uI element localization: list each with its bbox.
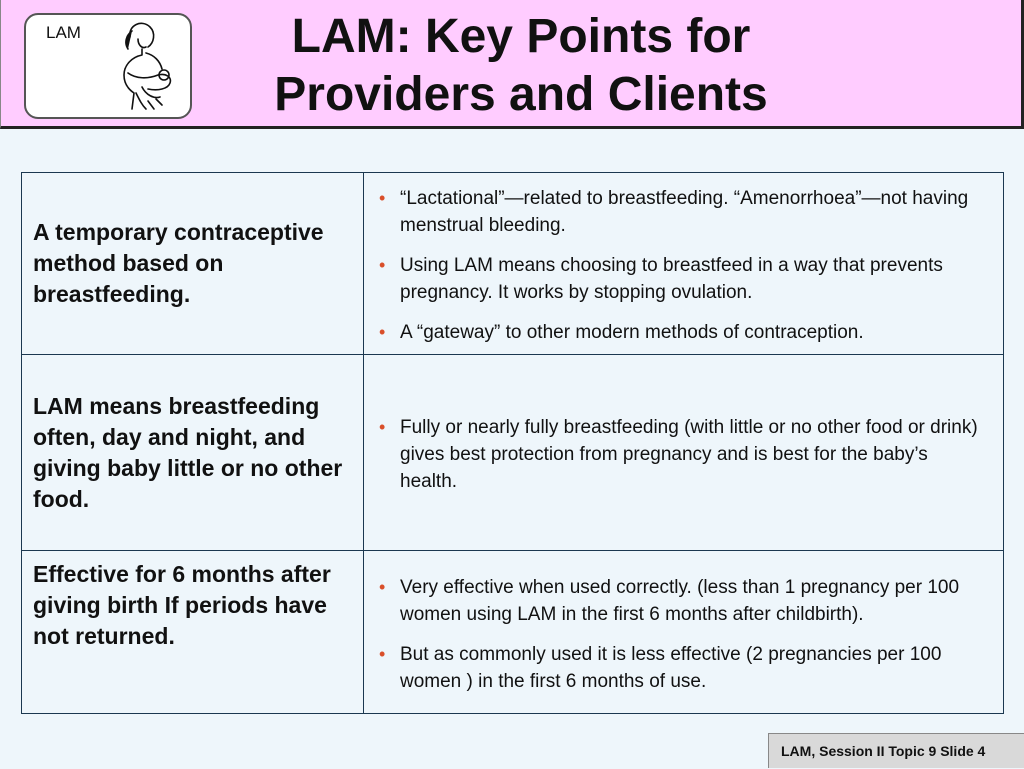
bullet-item: • Very effective when used correctly. (less than 1 pregnancy per 100 women using LAM in the first 6 months after childbirth).	[372, 574, 989, 628]
table-row	[22, 173, 1004, 355]
breastfeeding-mother-icon	[102, 17, 188, 113]
bullet-item: • A “gateway” to other modern methods of contraception.	[372, 319, 989, 346]
slide-header	[0, 0, 1024, 129]
row-details	[364, 173, 1004, 355]
table-row	[22, 551, 1004, 714]
bullet-item: • Fully or nearly fully breastfeeding (with little or no other food or drink) gives best protection from pregnancy and is best for the baby’s health.	[372, 414, 989, 495]
page-title	[191, 8, 851, 124]
logo-label: LAM	[46, 23, 81, 42]
row-heading: LAM means breastfeeding often, day and night, and giving baby little or no other food.	[22, 355, 364, 551]
bullet-item: • But as commonly used it is less effective (2 pregnancies per 100 women ) in the first 6 months of use.	[372, 641, 989, 695]
row-heading: A temporary contraceptive method based on breastfeeding.	[22, 173, 364, 355]
slide-footer: LAM, Session II Topic 9 Slide 4	[768, 733, 1024, 768]
row-details	[364, 551, 1004, 714]
title-line-2: Providers and Clients	[274, 68, 768, 121]
bullet-item: • “Lactational”—related to breastfeeding. “Amenorrhoea”—not having menstrual bleeding.	[372, 185, 989, 239]
bullet-item: • Using LAM means choosing to breastfeed in a way that prevents pregnancy. It works by stopping ovulation.	[372, 252, 989, 306]
table-row	[22, 355, 1004, 551]
title-line-1: LAM: Key Points for	[291, 10, 751, 63]
row-heading: Effective for 6 months after giving birth If periods have not returned.	[22, 551, 364, 714]
lam-logo	[24, 13, 192, 119]
row-details	[364, 355, 1004, 551]
key-points-table	[21, 172, 1004, 714]
